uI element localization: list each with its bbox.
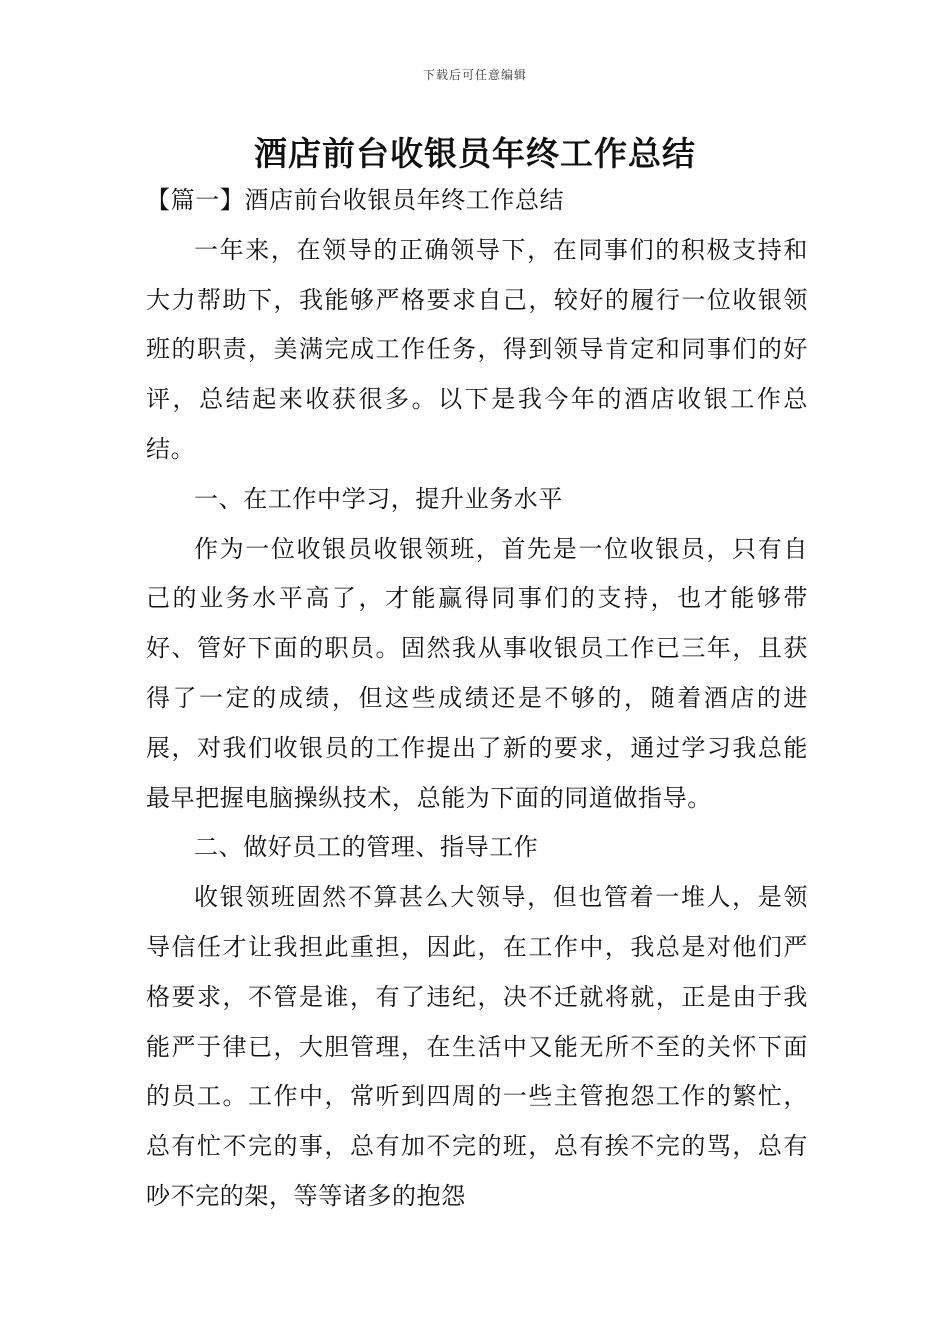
- paragraph-section-two: 收银领班固然不算甚么大领导，但也管着一堆人，是领导信任才让我担此重担，因此，在工作中，我总是对他们严格要求，不管是谁，有了违纪，决不迁就将就，正是由于我能严于律已，大胆管理，在生活中又能无所不至的关怀下面的员工。工作中，常听到四周的一些主管抱怨工作的繁忙，总有忙不完的事，总有加不完的班，总有挨不完的骂，总有吵不完的架，等等诸多的抱怨: [146, 883, 808, 1210]
- paragraph-intro: 一年来，在领导的正确领导下，在同事们的积极支持和大力帮助下，我能够严格要求自己，较好的履行一位收银领班的职责，美满完成工作任务，得到领导肯定和同事们的好评，总结起来收获很多。以下是我今年的酒店收银工作总结。: [146, 235, 808, 463]
- section-label: 【篇一】酒店前台收银员年终工作总结: [146, 186, 565, 214]
- paragraph-section-one: 作为一位收银员收银领班，首先是一位收银员，只有自己的业务水平高了，才能赢得同事们的支持，也才能够带好、管好下面的职员。固然我从事收银员工作已三年，且获得了一定的成绩，但这些成绩还是不够的，随着酒店的进展，对我们收银员的工作提出了新的要求，通过学习我总能最早把握电脑操纵技术，总能为下面的同道做指导。: [146, 534, 808, 812]
- document-body: [146, 176, 808, 1222]
- heading-section-two: 二、做好员工的管理、指导工作: [194, 833, 539, 862]
- heading-section-one: 一、在工作中学习，提升业务水平: [194, 484, 563, 513]
- document-title: 酒店前台收银员年终工作总结: [254, 134, 696, 173]
- header-note: 下载后可任意编辑: [422, 68, 527, 82]
